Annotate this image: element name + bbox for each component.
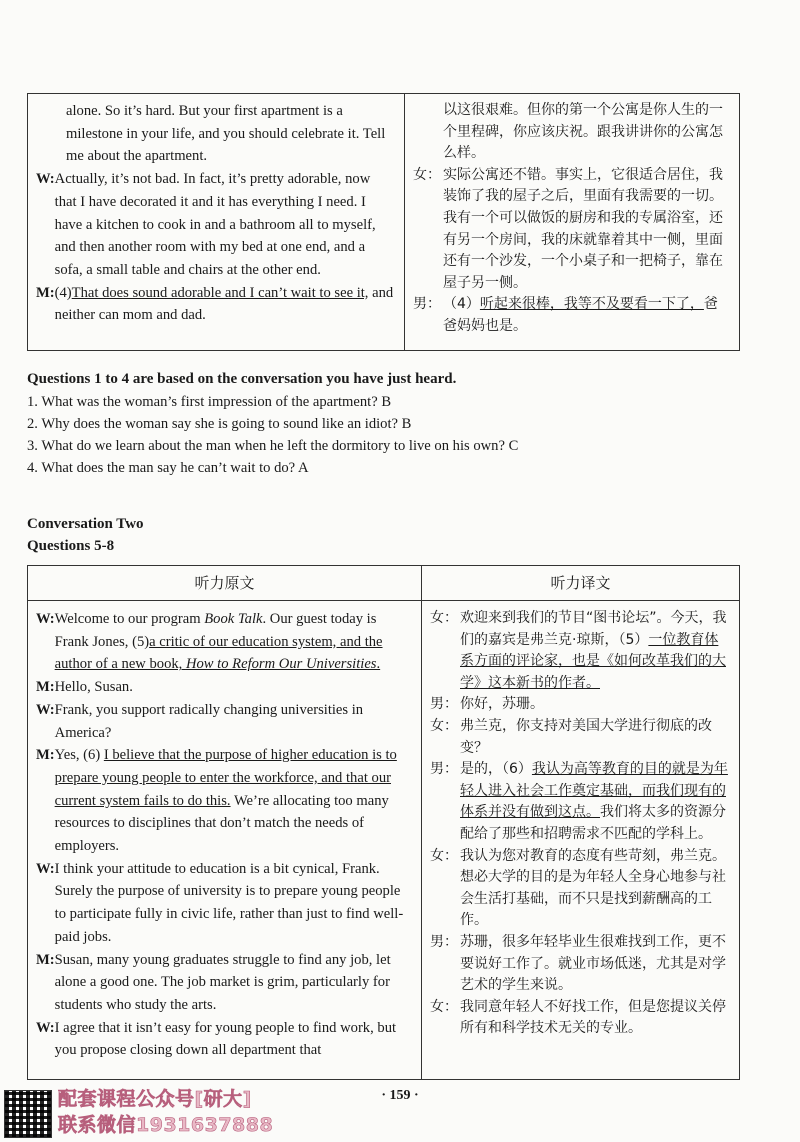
- text-segment: 欢迎来到我们的节目“图书论坛”。今天，我们的嘉宾是弗兰克·琼斯，（5）: [460, 610, 727, 648]
- turn-text: [460, 846, 731, 932]
- speaker-label: M:: [36, 284, 55, 301]
- text-segment: Actually, it’s not bad. In fact, it’s pretty adorable, now that I have decorated it and it has everything I need. I have a kitchen to cook in and a bathroom all to myself, and then another room with my bed at one end, and a sofa, a small table and chairs at the other end.: [54, 171, 376, 278]
- questions-range: Questions 5-8: [27, 538, 115, 554]
- cn2-turn: [430, 759, 731, 845]
- text-segment: 是的，（6）: [460, 761, 532, 778]
- speaker-label: M:: [36, 747, 55, 764]
- speaker-label: W:: [36, 611, 55, 627]
- underlined-answer: 听起来很棒，我等不及要看一下了，: [479, 296, 704, 313]
- turn-text: [55, 168, 394, 282]
- text-segment: Welcome to our program: [54, 611, 205, 627]
- text-segment: 你好，苏珊。: [460, 696, 544, 713]
- speaker-label: W:: [36, 701, 55, 718]
- en2-turn: [36, 608, 411, 676]
- turn-text: [460, 759, 731, 845]
- en2-turn: [36, 1017, 411, 1062]
- underlined-answer: I believe that the purpose of higher education is to prepare young people to enter the workforce, and that our current system fails to do this.: [54, 747, 397, 809]
- underlined-answer: 一位教育体系方面的评论家，也是《如何改革我们的大学》这本新书的作者。: [460, 631, 726, 691]
- cn2-turn: [430, 716, 731, 759]
- english-column-2: [28, 566, 422, 1079]
- turn-text: [55, 949, 411, 1017]
- en2-turn: [36, 858, 411, 949]
- text-segment: 我们将太多的资源分配给了那些和招聘需求不匹配的学科上。: [460, 804, 726, 842]
- speaker-label: 女：: [430, 717, 458, 734]
- text-segment: 以这很艰难。但你的第一个公寓是你人生的一个里程碑，你应该庆祝。跟我讲讲你的公寓怎么样。: [443, 102, 723, 162]
- text-segment: Frank, you support radically changing universities in America?: [54, 701, 364, 741]
- text-segment: alone. So it’s hard. But your first apartment is a milestone in your life, and you should celebrate it. Tell me about the apartment.: [66, 103, 386, 165]
- text-segment: 苏珊，很多年轻毕业生很难找到工作，更不要说好工作了。就业市场低迷，尤其是对学艺术的学生来说。: [460, 933, 726, 994]
- turn-text: [443, 294, 731, 337]
- cn2-turn: [430, 932, 731, 997]
- turn-text: [460, 997, 731, 1040]
- text-segment: 我认为您对教育的态度有些苛刻，弗兰克。想必大学的目的是为年轻人全身心地参与社会生活打基础，而不只是找到薪酬高的工作。: [460, 847, 726, 929]
- speaker-label: 女：: [430, 610, 458, 626]
- page-number: · 159 ·: [381, 1088, 419, 1103]
- turn-text: [55, 699, 411, 744]
- text-segment: (4): [54, 284, 72, 301]
- cn1-turn: [413, 294, 731, 337]
- speaker-label: W:: [36, 171, 55, 188]
- underlined-answer: 我认为高等教育的目的就是为年轻人进入社会工作奠定基础，而我们现有的体系并没有做到这点。: [460, 761, 728, 821]
- text-segment: I think your attitude to education is a bit cynical, Frank. Surely the purpose of university is to prepare young people to participate fully in civic life, rather than just to find well-paid jobs.: [54, 860, 404, 945]
- text-segment: 爸爸妈妈也是。: [443, 296, 718, 334]
- speaker-label: 女：: [430, 998, 458, 1015]
- underlined-answer: That does sound adorable and I can’t wait to see it,: [71, 284, 369, 301]
- en2-turn: [36, 699, 411, 744]
- speaker-label: 男：: [413, 296, 441, 313]
- cn2-turn: [430, 997, 731, 1040]
- turn-text: [460, 694, 731, 716]
- questions-heading: Questions 1 to 4 are based on the conversation you have just heard.: [27, 371, 457, 387]
- underlined-answer: .: [376, 656, 381, 673]
- conversation-title: Conversation Two: [27, 516, 144, 532]
- text-segment: 我同意年轻人不好找工作，但是您提议关停所有和科学技术无关的专业。: [460, 998, 726, 1037]
- turn-text: [36, 100, 394, 168]
- turn-text: [55, 282, 394, 327]
- speaker-label: 男：: [430, 933, 458, 950]
- en2-turn: [36, 949, 411, 1017]
- underlined-answer: How to Reform Our Universities: [185, 656, 377, 673]
- speaker-label: 女：: [430, 847, 458, 864]
- en1-turn: [36, 168, 394, 282]
- text-segment: （4）: [443, 296, 480, 313]
- watermark-line-2: 联系微信1931637888: [58, 1114, 274, 1136]
- speaker-label: 男：: [430, 696, 458, 713]
- question-3: 3. What do we learn about the man when he left the dormitory to live on his own? C: [27, 438, 519, 454]
- text-segment: Hello, Susan.: [54, 679, 133, 696]
- transcript-table-1: [27, 93, 740, 351]
- turn-text: [460, 608, 731, 694]
- chinese-column: [405, 94, 739, 350]
- text-segment: I agree that it isn’t easy for young people to find work, but you propose closing down all department that: [54, 1019, 397, 1059]
- watermark-line-1: 配套课程公众号[研大]: [58, 1088, 252, 1110]
- cn2-turn: [430, 846, 731, 932]
- en1-turn: [36, 282, 394, 327]
- turn-text: [55, 608, 411, 676]
- speaker-label: 女：: [413, 166, 441, 183]
- turn-text: [443, 165, 731, 295]
- turn-text: [55, 676, 411, 699]
- header-translation: 听力译文: [422, 566, 739, 601]
- transcript-table-2: [27, 565, 740, 1080]
- qr-code: [4, 1090, 52, 1138]
- turn-text: [55, 1017, 411, 1062]
- text-segment: and neither can mom and dad.: [54, 284, 394, 324]
- question-2: 2. Why does the woman say she is going to sound like an idiot? B: [27, 416, 412, 432]
- text-segment: . Our guest today is Frank Jones, (5): [54, 611, 377, 650]
- question-4: 4. What does the man say he can’t wait to do? A: [27, 460, 309, 476]
- speaker-label: 男：: [430, 761, 458, 778]
- turn-text: [460, 932, 731, 997]
- en1-turn: [36, 100, 394, 168]
- cn2-turn: [430, 694, 731, 716]
- turn-text: [55, 744, 411, 858]
- turn-text: [413, 100, 731, 165]
- en2-turn: [36, 744, 411, 858]
- text-segment: Yes, (6): [54, 747, 104, 764]
- turn-text: [460, 716, 731, 759]
- speaker-label: W:: [36, 860, 55, 877]
- text-segment: Book Talk: [204, 611, 263, 627]
- speaker-label: M:: [36, 679, 55, 696]
- speaker-label: W:: [36, 1019, 55, 1036]
- cn1-turn: [413, 165, 731, 295]
- cn1-turn: [413, 100, 731, 165]
- en2-turn: [36, 676, 411, 699]
- english-column: [28, 94, 405, 350]
- header-original: 听力原文: [28, 566, 421, 601]
- text-segment: Susan, many young graduates struggle to find any job, let alone a good one. The job market is grim, particularly for students who study the arts.: [54, 951, 391, 1013]
- text-segment: 弗兰克，你支持对美国大学进行彻底的改变？: [460, 717, 712, 756]
- chinese-column-2: [422, 566, 739, 1079]
- turn-text: [55, 858, 411, 949]
- cn2-turn: [430, 608, 731, 694]
- question-1: 1. What was the woman’s first impression of the apartment? B: [27, 394, 392, 410]
- text-segment: We’re allocating too many resources to disciplines that don’t match the needs of employers.: [54, 792, 389, 855]
- speaker-label: M:: [36, 951, 55, 968]
- underlined-answer: a critic of our education system, and the author of a new book,: [54, 633, 383, 673]
- text-segment: 实际公寓还不错。事实上，它很适合居住，我装饰了我的屋子之后，里面有我需要的一切。我有一个可以做饭的厨房和我的专属浴室，还有另一个房间，我的床就靠着其中一侧，里面还有一个沙发，一个小桌子和一把椅子，靠在屋子另一侧。: [443, 166, 723, 291]
